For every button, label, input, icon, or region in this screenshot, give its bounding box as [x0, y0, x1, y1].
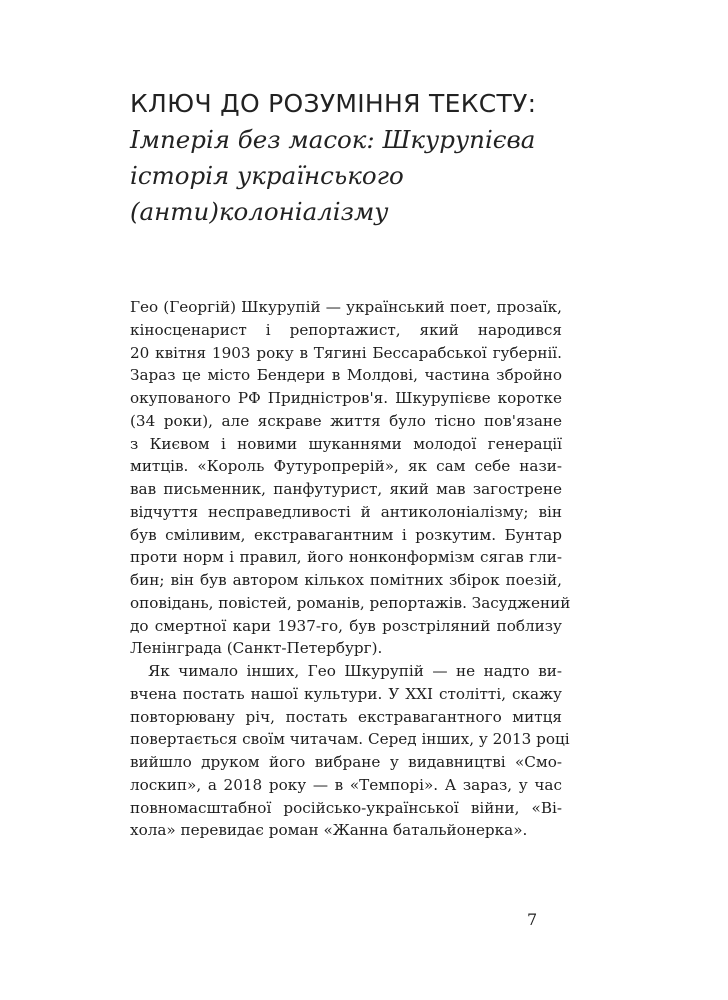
text-line: вийшло друком його вибране у видавництві «Смо- — [130, 753, 562, 771]
heading-caps: КЛЮЧ ДО РОЗУМІННЯ ТЕКСТУ: — [130, 89, 537, 118]
text-line: повторювану річ, постать екстравагантного митця — [130, 707, 562, 726]
heading-subtitle-line: Імперія без масок: Шкурупієва — [130, 125, 536, 154]
text-line: 20 квітня 1903 року в Тягині Бессарабської губернії. — [130, 343, 562, 362]
text-line: Зараз це місто Бендери в Молдові, частина збройно — [130, 366, 562, 385]
text-line: Гео (Георгій) Шкурупій — український поет, прозаїк, — [130, 298, 562, 316]
page-number: 7 — [527, 910, 538, 929]
text-line: кіносценарист і репортажист, який народився — [130, 320, 562, 339]
text-line: до смертної кари 1937-го, був розстріляний поблизу — [130, 616, 562, 635]
text-line: проти норм і правил, його нонконформізм сягав гли- — [130, 548, 562, 567]
text-line: хола» перевидає роман «Жанна батальйонерка». — [130, 821, 528, 840]
text-line: Як чимало інших, Гео Шкурупій — не надто ви- — [148, 662, 562, 680]
heading-subtitle-line: (анти)колоніалізму — [130, 197, 389, 226]
text-line: митців. «Король Футуропрерій», як сам себе нази- — [130, 457, 562, 476]
text-line: вчена постать нашої культури. У XXI столітті, скажу — [130, 684, 562, 703]
text-line: повертається своїм читачам. Серед інших, у 2013 році — [130, 730, 570, 749]
text-line: відчуття несправедливості й антиколоніалізму; він — [130, 502, 562, 521]
text-line: (34 роки), але яскраве життя було тісно пов'язане — [130, 411, 562, 430]
chapter-heading — [130, 86, 600, 230]
text-line: оповідань, повістей, романів, репортажів. Засуджений — [130, 593, 571, 612]
text-line: бин; він був автором кількох помітних збірок поезій, — [130, 571, 562, 589]
text-line: окупованого РФ Придністров'я. Шкурупієве коротке — [130, 389, 562, 407]
text-line: лоскип», а 2018 року — в «Темпорі». А зараз, у час — [130, 775, 562, 794]
heading-subtitle-line: історія українського — [130, 161, 404, 190]
text-line: Ленінграда (Санкт-Петербург). — [130, 639, 383, 658]
text-line: з Києвом і новими шуканнями молодої генерації — [130, 434, 562, 453]
text-line: вав письменник, панфутурист, який мав загострене — [130, 480, 562, 498]
text-line: повномасштабної російсько-української війни, «Ві- — [130, 798, 562, 817]
text-line: був сміливим, екстравагантним і розкутим. Бунтар — [130, 525, 562, 544]
body-text — [130, 296, 571, 842]
